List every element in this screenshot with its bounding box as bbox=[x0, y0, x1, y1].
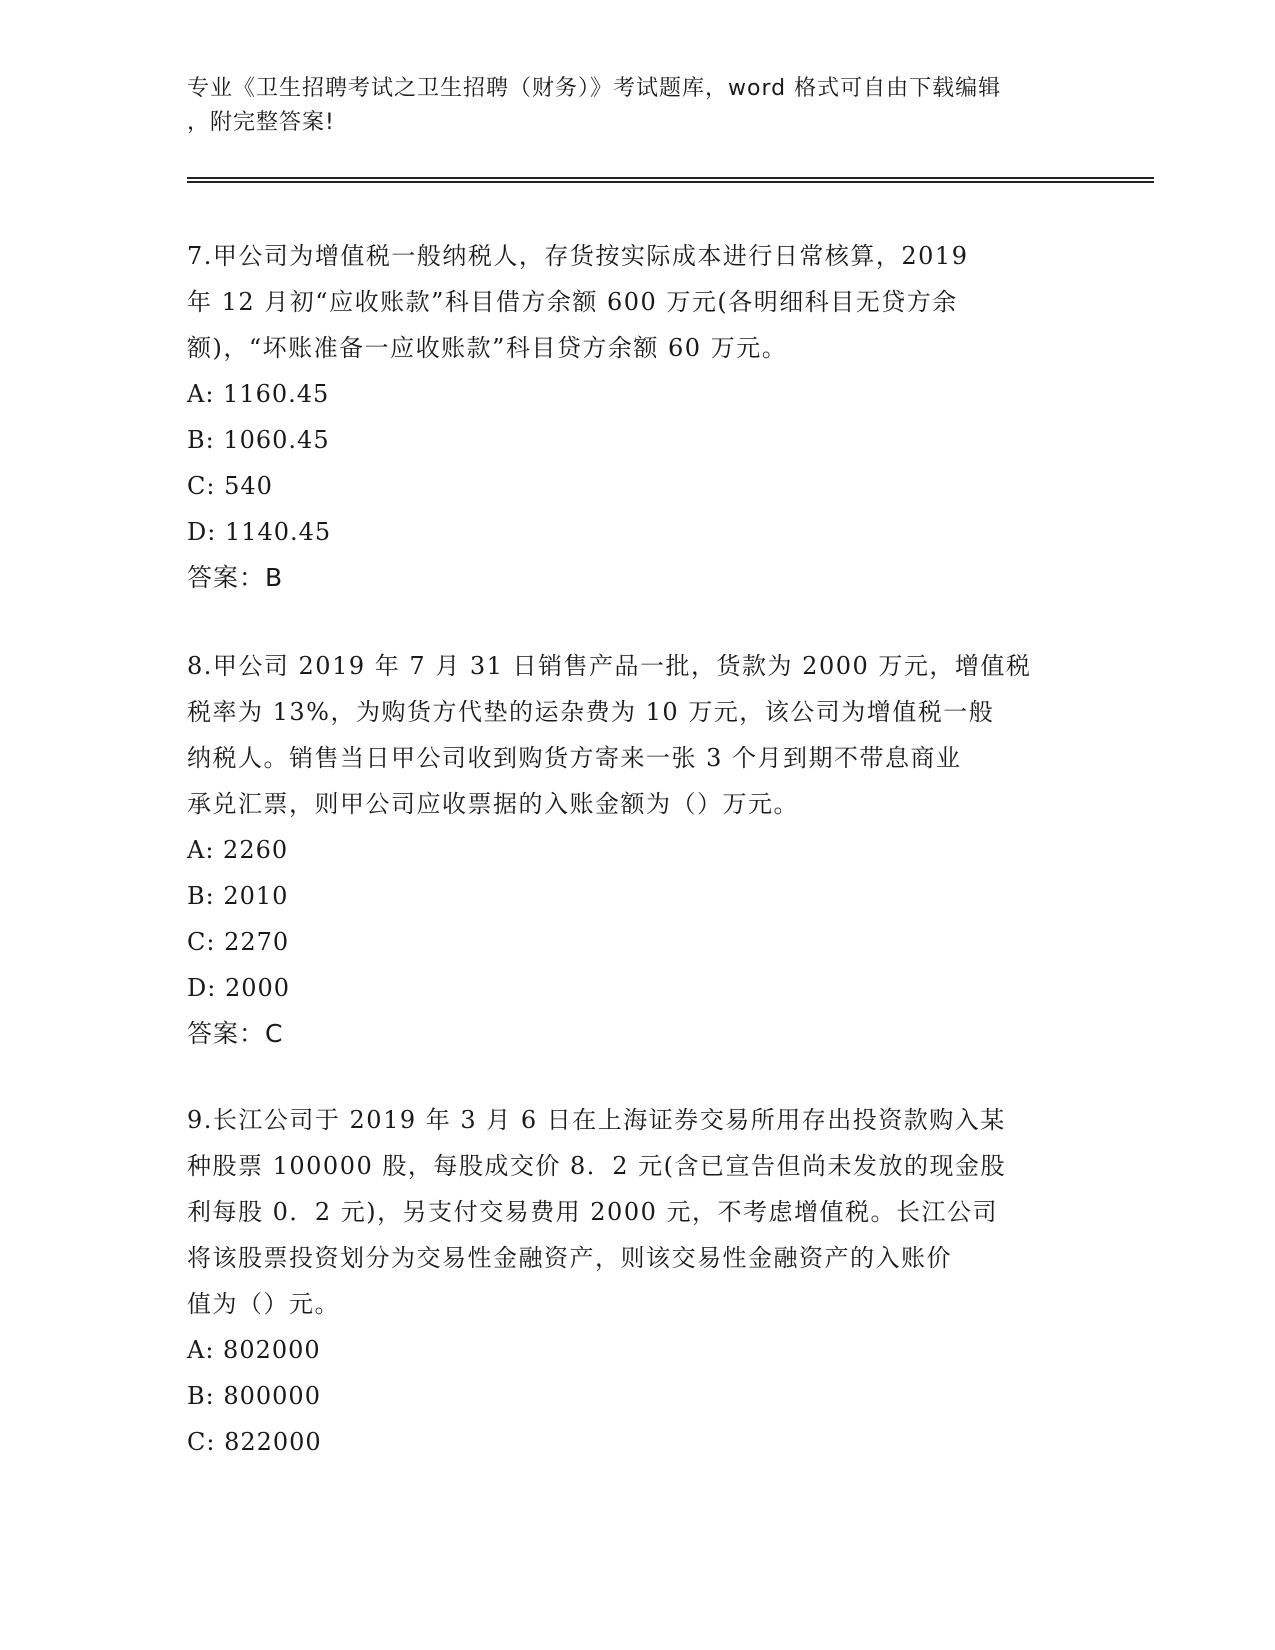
question-stem-line: 额)，“坏账准备一应收账款”科目贷方余额 60 万元。 bbox=[187, 334, 788, 362]
option-c: C: 540 bbox=[187, 472, 273, 500]
question-stem-line: 8.甲公司 2019 年 7 月 31 日销售产品一批，货款为 2000 万元，增值税 bbox=[187, 652, 1032, 680]
question-8 bbox=[187, 643, 1067, 1057]
option-b: B: 800000 bbox=[187, 1382, 321, 1410]
header-line-1: 专业《卫生招聘考试之卫生招聘（财务）》考试题库，word 格式可自由下载编辑 bbox=[187, 76, 1002, 101]
question-stem-line: 税率为 13%，为购货方代垫的运杂费为 10 万元，该公司为增值税一般 bbox=[187, 698, 995, 726]
option-a: A: 802000 bbox=[187, 1336, 321, 1364]
answer-line: 答案：B bbox=[187, 563, 284, 592]
option-d: D: 2000 bbox=[187, 974, 291, 1002]
question-stem-line: 利每股 0．2 元)，另支付交易费用 2000 元，不考虑增值税。长江公司 bbox=[187, 1198, 998, 1226]
question-stem-line: 7.甲公司为增值税一般纳税人，存货按实际成本进行日常核算，2019 bbox=[187, 242, 969, 270]
question-stem-line: 种股票 100000 股，每股成交价 8．2 元(含已宣告但尚未发放的现金股 bbox=[187, 1152, 1007, 1180]
question-stem-line: 纳税人。销售当日甲公司收到购货方寄来一张 3 个月到期不带息商业 bbox=[187, 744, 962, 772]
header-line-2: ，附完整答案! bbox=[187, 110, 335, 135]
option-b: B: 2010 bbox=[187, 882, 289, 910]
question-9 bbox=[187, 1097, 1067, 1465]
question-7 bbox=[187, 233, 1067, 601]
question-stem-line: 年 12 月初“应收账款”科目借方余额 600 万元(各明细科目无贷方余 bbox=[187, 288, 958, 316]
document-header bbox=[187, 72, 1077, 140]
question-stem-line: 值为（）元。 bbox=[187, 1290, 340, 1318]
option-a: A: 1160.45 bbox=[187, 380, 330, 408]
option-b: B: 1060.45 bbox=[187, 426, 330, 454]
question-stem-line: 承兑汇票，则甲公司应收票据的入账金额为（）万元。 bbox=[187, 790, 799, 818]
option-a: A: 2260 bbox=[187, 836, 289, 864]
option-c: C: 822000 bbox=[187, 1428, 322, 1456]
question-stem-line: 9.长江公司于 2019 年 3 月 6 日在上海证券交易所用存出投资款购入某 bbox=[187, 1106, 1006, 1134]
option-c: C: 2270 bbox=[187, 928, 290, 956]
option-d: D: 1140.45 bbox=[187, 518, 332, 546]
question-stem-line: 将该股票投资划分为交易性金融资产，则该交易性金融资产的入账价 bbox=[187, 1244, 952, 1272]
answer-line: 答案：C bbox=[187, 1019, 284, 1048]
header-divider bbox=[187, 177, 1154, 183]
